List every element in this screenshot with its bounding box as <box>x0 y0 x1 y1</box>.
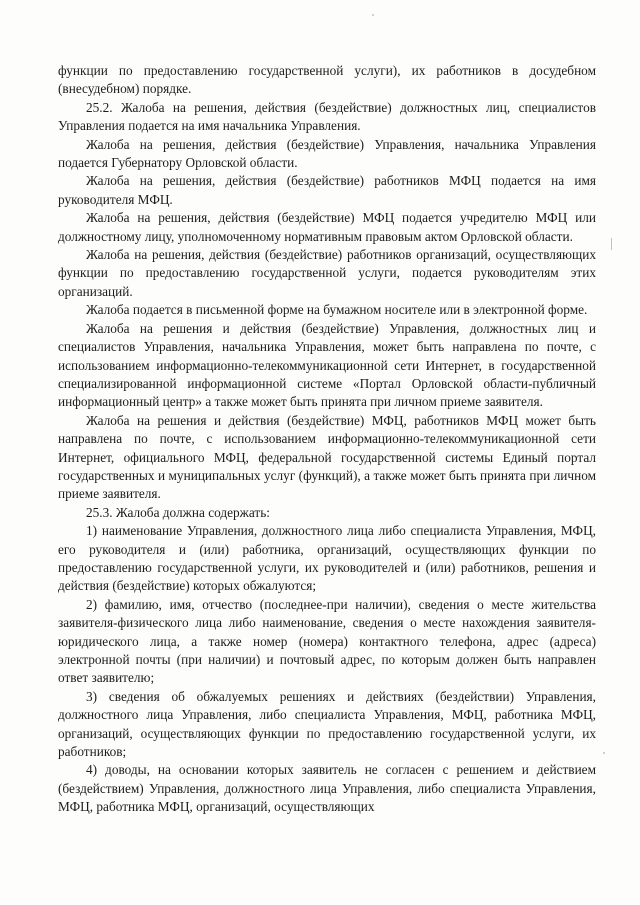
paragraph-gov: Жалоба на решения, действия (бездействие) Управления, начальника Управления подается Губернатору Орловской области. <box>58 136 596 171</box>
paragraph-mfc: Жалоба на решения, действия (бездействие) МФЦ подается учредителю МФЦ или должностному лицу, уполномоченному нормативным правовым актом Орловской области. <box>58 210 596 244</box>
paragraph-25-2: 25.2. Жалоба на решения, действия (бездействие) должностных лиц, специалистов Управления подается на имя начальника Управления. <box>58 99 596 134</box>
paragraph-orgs: Жалоба на решения, действия (бездействие) работников организаций, осуществляющих функции по предоставлению государственной услуги, подается руководителям этих организаций. <box>58 247 596 299</box>
paragraph-mfc-mail: Жалоба на решения и действия (бездействие) МФЦ, работников МФЦ может быть направлена по почте, с использованием информационно-телекоммуникационной сети Интернет, официального МФЦ, федеральной государственной системы Единый портал государственных и муниципальных услуг (функций), а также может быть принята при личном приеме заявителя. <box>58 412 596 502</box>
paragraph-mfc-workers: Жалоба на решения, действия (бездействие) работников МФЦ подается на имя руководителя МФЦ. <box>58 173 596 207</box>
paragraph-mail: Жалоба на решения и действия (бездействие) Управления, должностных лиц и специалистов Управления, начальника Управления, может быть направлена по почте, с использованием информационно-телекоммуникационной сети Интернет, в государственной специализированной информационной системе «Портал Орловской области-публичный информационный центр» а также может быть принята при личном приеме заявителя. <box>58 320 596 410</box>
scan-speck <box>611 238 612 250</box>
document-page <box>58 62 596 817</box>
paragraph-item-3: 3) сведения об обжалуемых решениях и действиях (бездействии) Управления, должностного лица Управления, либо специалиста Управления, МФЦ, работника МФЦ, организаций, осуществляющих функции по предоставлению государственной услуги, их работников; <box>58 688 596 760</box>
paragraph-form: Жалоба подается в письменной форме на бумажном носителе или в электронной форме. <box>86 302 588 318</box>
paragraph-item-4: 4) доводы, на основании которых заявитель не согласен с решением и действием (бездействием) Управления, должностного лица Управления, либо специалиста Управления, МФЦ, работника МФЦ, организаций, осуществляющих <box>58 762 596 815</box>
scan-speck <box>372 14 374 16</box>
paragraph-cont: функции по предоставлению государственной услуги), их работников в досудебном (внесудебном) порядке. <box>58 63 596 97</box>
paragraph-item-2: 2) фамилию, имя, отчество (последнее-при наличии), сведения о месте жительства заявителя-физического лица либо наименование, сведения о месте нахождения заявителя-юридического лица, а также номер (номера) контактного телефона, адрес (адреса) электронной почты (при наличии) и почтовый адрес, по которым должен быть направлен ответ заявителю; <box>58 596 596 686</box>
paragraph-25-3: 25.3. Жалоба должна содержать: <box>86 504 270 520</box>
paragraph-item-1: 1) наименование Управления, должностного лица либо специалиста Управления, МФЦ, его руководителя и (или) работника, организаций, осуществляющих функции по предоставлению государственной услуги, их руководителей и (или) работников, решения и действия (бездействие) которых обжалуются; <box>58 523 596 594</box>
scan-speck <box>603 752 605 754</box>
